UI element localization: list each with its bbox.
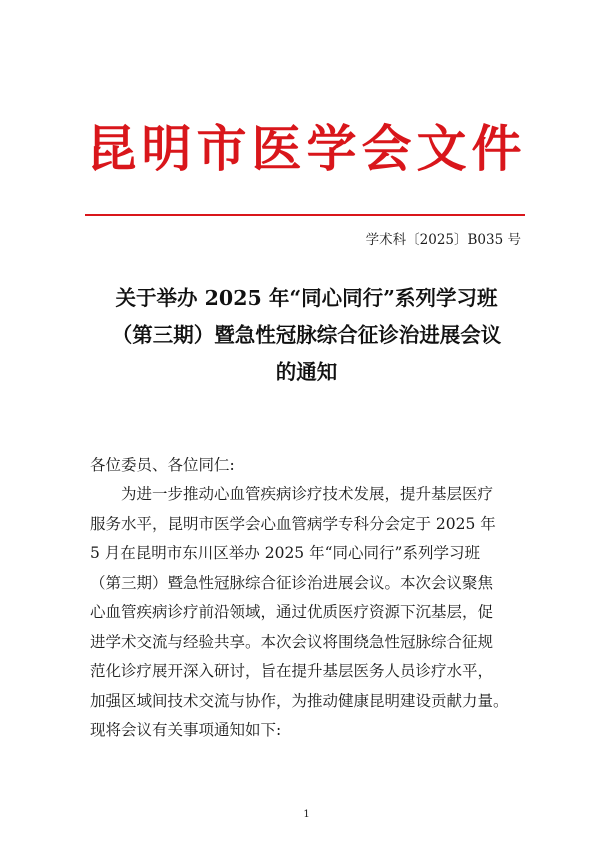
body-line: （第三期）暨急性冠脉综合征诊治进展会议。本次会议聚焦 [90, 573, 494, 592]
salutation: 各位委员、各位同仁: [90, 456, 235, 474]
document-masthead: 昆明市医学会文件 [86, 120, 527, 178]
body-line: 5 月在昆明市东川区举办 2025 年“同心同行”系列学习班 [90, 544, 480, 562]
body-line: 现将会议有关事项通知如下: [90, 721, 282, 739]
body-line: 进学术交流与经验共享。本次会议将围绕急性冠脉综合征规 [90, 632, 494, 651]
title-line: 关于举办 2025 年“同心同行”系列学习班 [115, 286, 498, 310]
masthead-divider [85, 214, 525, 216]
body-line: 服务水平，昆明市医学会心血管病学专科分会定于 2025 年 [90, 514, 496, 533]
document-number: 学术科〔2025〕B035 号 [365, 232, 521, 248]
body-line: 加强区域间技术交流与协作，为推动健康昆明建设贡献力量。 [90, 691, 509, 710]
body-line: 心血管疾病诊疗前沿领域，通过优质医疗资源下沉基层，促 [90, 603, 494, 621]
title-line: 的通知 [275, 360, 338, 384]
body-line: 为进一步推动心血管疾病诊疗技术发展，提升基层医疗 [121, 485, 494, 503]
title-line: （第三期）暨急性冠脉综合征诊治进展会议 [111, 323, 502, 347]
body-line: 范化诊疗展开深入研讨，旨在提升基层医务人员诊疗水平， [90, 662, 494, 680]
notice-title [60, 280, 553, 391]
body-paragraph [90, 480, 530, 746]
page-number: 1 [303, 809, 310, 820]
